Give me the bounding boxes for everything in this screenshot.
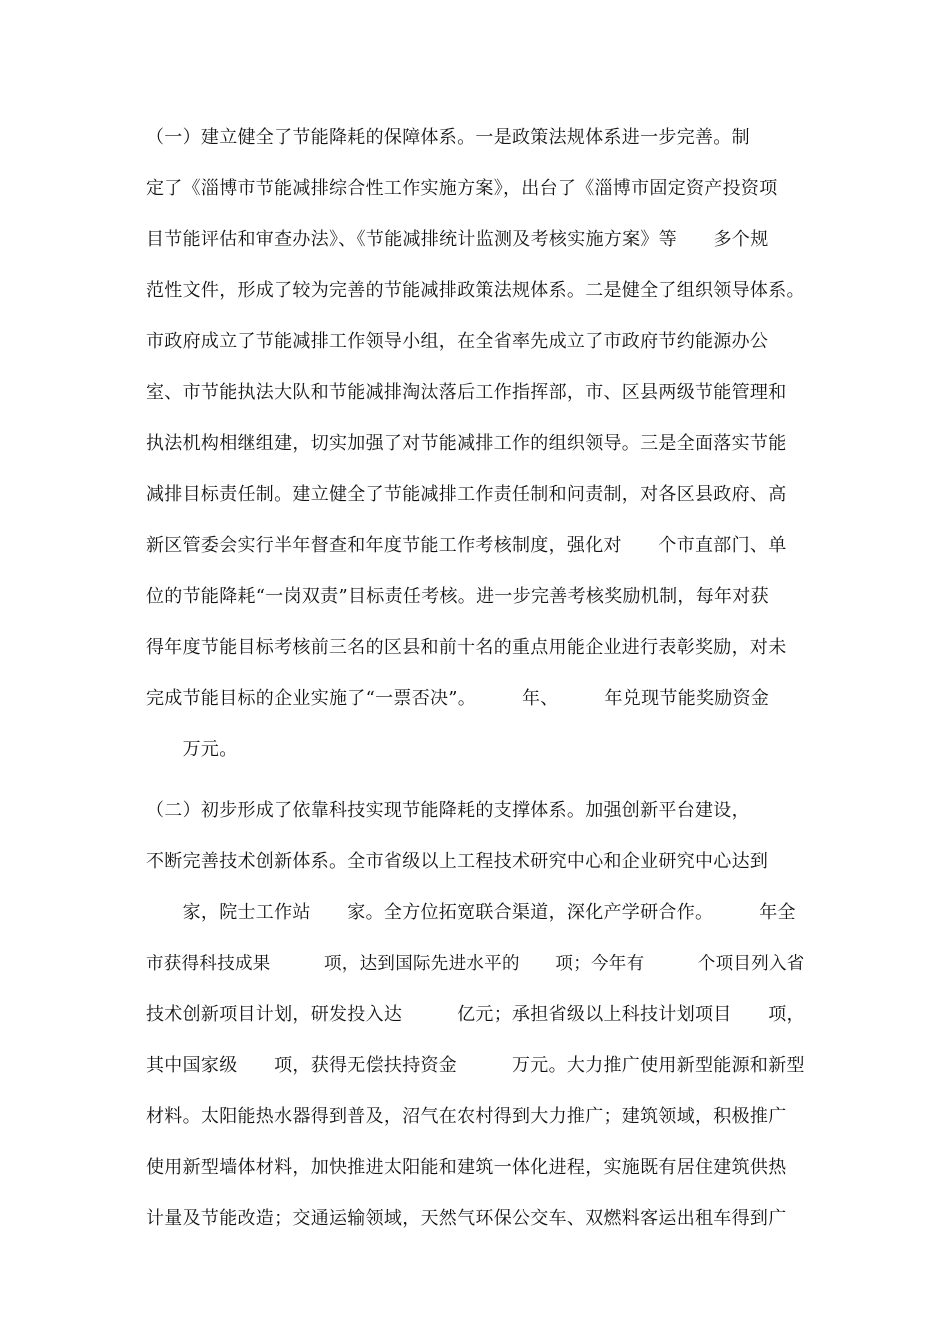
text-line: 市政府成立了节能减排工作领导小组，在全省率先成立了市政府节约能源办公 xyxy=(146,331,769,352)
text-line: 执法机构相继组建，切实加强了对节能减排工作的组织领导。三是全面落实节能 xyxy=(146,433,787,454)
text-line: 万元。 xyxy=(146,739,238,760)
text-line: 得年度节能目标考核前三名的区县和前十名的重点用能企业进行表彰奖励，对未 xyxy=(146,637,787,658)
text-line: 家，院士工作站 家。全方位拓宽联合渠道，深化产学研合作。 年全 xyxy=(146,902,796,923)
text-line: 新区管委会实行半年督查和年度节能工作考核制度，强化对 个市直部门、单 xyxy=(146,535,787,556)
text-line: 范性文件，形成了较为完善的节能减排政策法规体系。二是健全了组织领导体系。 xyxy=(146,280,805,301)
text-line: 材料。太阳能热水器得到普及，沼气在农村得到大力推广；建筑领域，积极推广 xyxy=(146,1106,787,1127)
text-line: 不断完善技术创新体系。全市省级以上工程技术研究中心和企业研究中心达到 xyxy=(146,851,769,872)
text-line: 位的节能降耗“一岗双责”目标责任考核。进一步完善考核奖励机制，每年对获 xyxy=(146,586,769,607)
text-line: 市获得科技成果 项，达到国际先进水平的 项；今年有 个项目列入省 xyxy=(146,954,805,974)
text-line: 定了《淄博市节能减排综合性工作实施方案》，出台了《淄博市固定资产投资项 xyxy=(146,178,778,199)
text-line: （一）建立健全了节能降耗的保障体系。一是政策法规体系进一步完善。制 xyxy=(146,127,750,148)
text-line: 使用新型墙体材料，加快推进太阳能和建筑一体化进程，实施既有居住建筑供热 xyxy=(146,1157,787,1178)
text-line: 减排目标责任制。建立健全了节能减排工作责任制和问责制，对各区县政府、高 xyxy=(146,484,787,505)
text-line: 目节能评估和审查办法》、《节能减排统计监测及考核实施方案》等 多个规 xyxy=(146,229,769,250)
text-line: 其中国家级 项，获得无偿扶持资金 万元。大力推广使用新型能源和新型 xyxy=(146,1055,805,1076)
text-line: 完成节能目标的企业实施了“一票否决”。 年、 年兑现节能奖励资金 xyxy=(146,688,770,709)
text-line: 计量及节能改造；交通运输领域，天然气环保公交车、双燃料客运出租车得到广 xyxy=(146,1208,787,1229)
text-line: 室、市节能执法大队和节能减排淘汰落后工作指挥部，市、区县两级节能管理和 xyxy=(146,382,787,403)
text-line: 技术创新项目计划，研发投入达 亿元；承担省级以上科技计划项目 项， xyxy=(146,1004,805,1025)
text-line: （二）初步形成了依靠科技实现节能降耗的支撑体系。加强创新平台建设， xyxy=(146,800,750,821)
